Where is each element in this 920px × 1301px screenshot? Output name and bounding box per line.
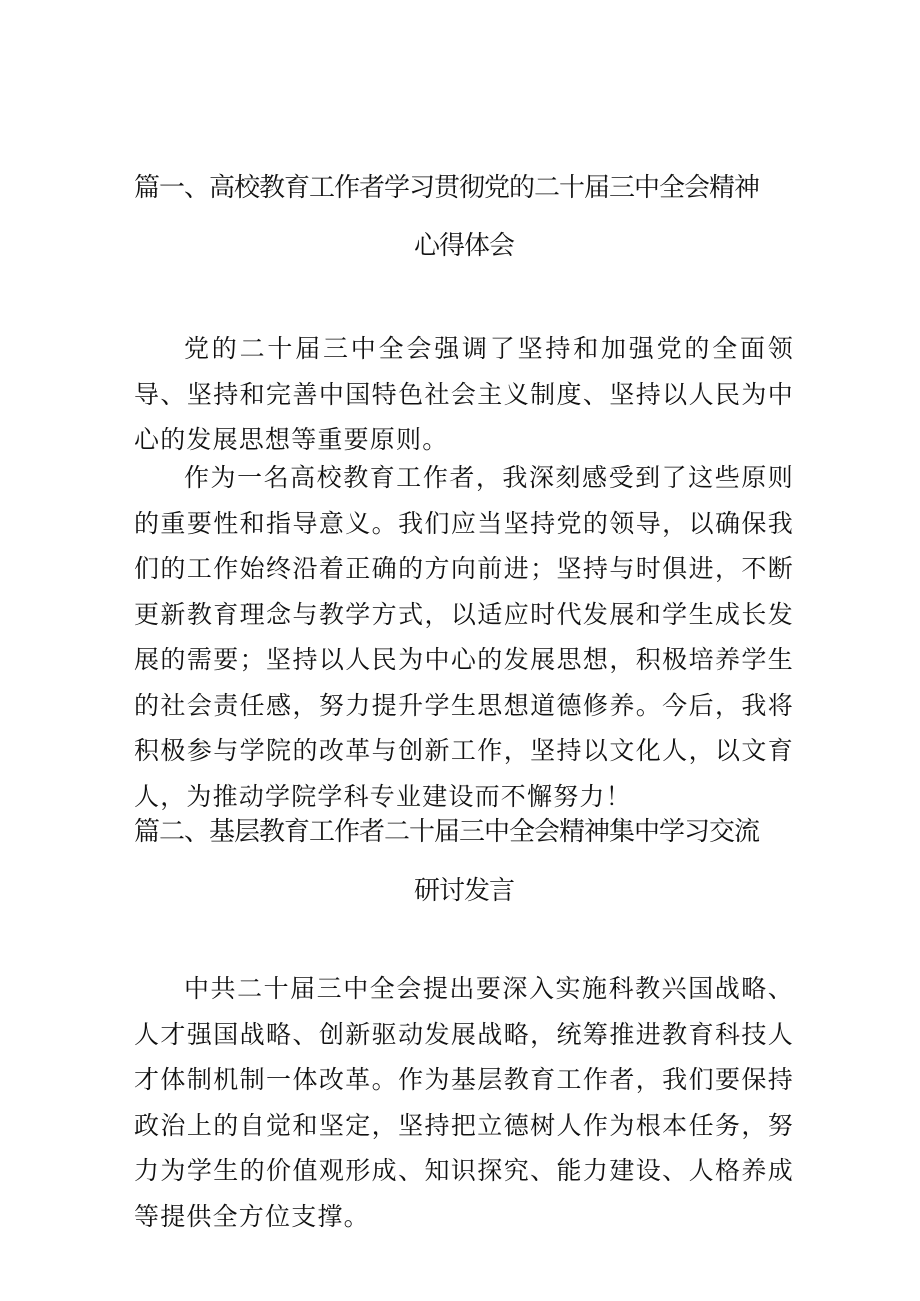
section-1-paragraph-1: 党的二十届三中全会强调了坚持和加强党的全面领导、坚持和完善中国特色社会主义制度、坚持以人民为中心的发展思想等重要原则。 [134, 334, 794, 454]
section-2-title: 篇二、基层教育工作者二十届三中全会精神集中学习交流 [134, 817, 760, 847]
section-1-title: 篇一、高校教育工作者学习贯彻党的二十届三中全会精神 [134, 173, 760, 203]
section-1-subtitle: 心得体会 [414, 231, 515, 261]
section-2-subtitle: 研讨发言 [414, 876, 515, 906]
section-2-paragraph-1: 中共二十届三中全会提出要深入实施科教兴国战略、人才强国战略、创新驱动发展战略，统筹推进教育科技人才体制机制一体改革。作为基层教育工作者，我们要保持政治上的自觉和坚定，坚持把立德树人作为根本任务，努力为学生的价值观形成、知识探究、能力建设、人格养成等提供全方位支撑。 [134, 974, 794, 1231]
section-1-paragraph-2: 作为一名高校教育工作者，我深刻感受到了这些原则的重要性和指导意义。我们应当坚持党的领导，以确保我们的工作始终沿着正确的方向前进；坚持与时俱进，不断更新教育理念与教学方式，以适应时代发展和学生成长发展的需要；坚持以人民为中心的发展思想，积极培养学生的社会责任感，努力提升学生思想道德修养。今后，我将积极参与学院的改革与创新工作，坚持以文化人，以文育人，为推动学院学科专业建设而不懈努力！ [134, 463, 794, 811]
